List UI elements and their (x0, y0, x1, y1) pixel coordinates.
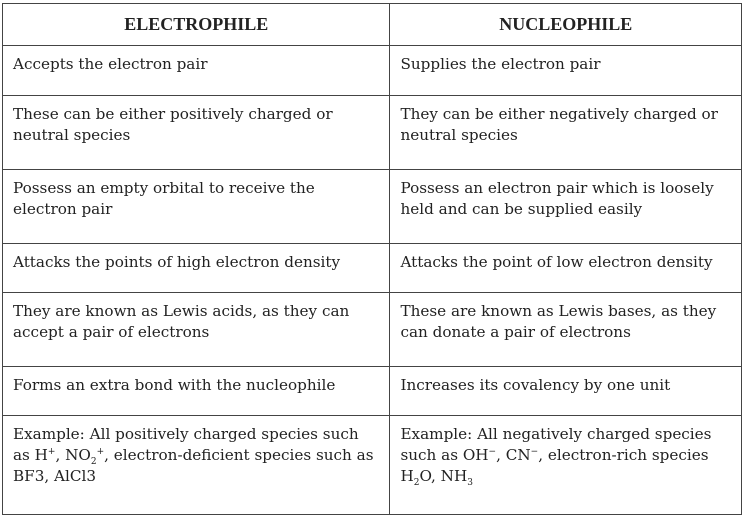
nucleophile-cell: Supplies the electron pair (390, 46, 742, 96)
electrophile-cell: These can be either positively charged or neutral species (3, 96, 390, 170)
example-text: , electron-rich species H (400, 446, 709, 485)
example-row (3, 416, 742, 515)
nucleophile-example-cell (390, 416, 742, 515)
electrophile-nucleophile-table (2, 3, 742, 515)
nucleophile-cell: These are known as Lewis bases, as they can donate a pair of electrons (390, 293, 742, 367)
example-text: , electron-deficient species such as BF3, AlCl3 (13, 446, 374, 485)
electrophile-cell: Possess an empty orbital to receive the electron pair (3, 170, 390, 244)
table-row (3, 170, 742, 244)
header-nucleophile: NUCLEOPHILE (390, 4, 742, 46)
header-row (3, 4, 742, 46)
electrophile-cell: Accepts the electron pair (3, 46, 390, 96)
example-text: Example: All negatively charged species such as OH (400, 425, 712, 464)
example-text: , NO (55, 446, 91, 464)
subscript: 2 (90, 457, 97, 468)
example-text: O, NH (419, 467, 468, 485)
subscript: 3 (467, 478, 473, 489)
header-electrophile: ELECTROPHILE (3, 4, 390, 46)
table-row (3, 96, 742, 170)
table-row (3, 293, 742, 367)
electrophile-cell: They are known as Lewis acids, as they can accept a pair of electrons (3, 293, 390, 367)
electrophile-example-cell (3, 416, 390, 515)
subscript: 2 (413, 478, 420, 489)
charge-superscript: − (488, 446, 497, 457)
table-row (3, 244, 742, 293)
nucleophile-cell: Attacks the point of low electron density (390, 244, 742, 293)
charge-superscript: − (530, 446, 539, 457)
electrophile-cell: Attacks the points of high electron density (3, 244, 390, 293)
table-row (3, 367, 742, 416)
table-row (3, 46, 742, 96)
charge-superscript: + (47, 446, 56, 457)
charge-superscript: + (96, 446, 105, 457)
example-text: Example: All positively charged species such as H (13, 425, 359, 464)
electrophile-cell: Forms an extra bond with the nucleophile (3, 367, 390, 416)
nucleophile-cell: Possess an electron pair which is loosely held and can be supplied easily (390, 170, 742, 244)
example-text: , CN (496, 446, 531, 464)
nucleophile-cell: Increases its covalency by one unit (390, 367, 742, 416)
nucleophile-cell: They can be either negatively charged or neutral species (390, 96, 742, 170)
